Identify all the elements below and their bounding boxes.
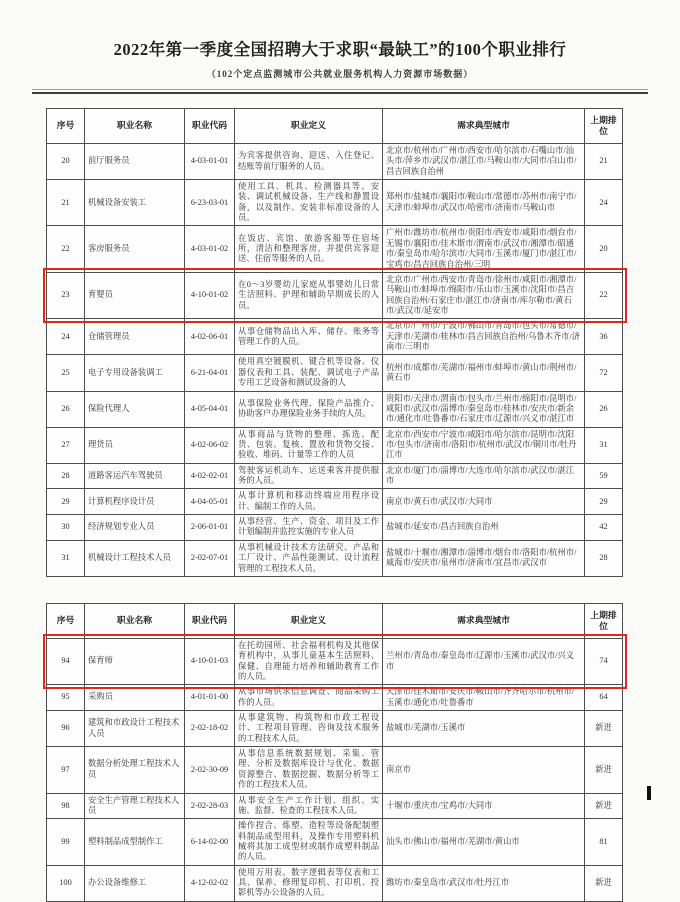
cell-occupation-definition: 使用真空镀膜机、键合机等设备、仪器仪表和工具、装配、调试电子产品专用工艺设备和测试设备的人 [235,355,383,391]
cell-rank-number: 29 [47,489,85,515]
table-row [47,865,623,901]
cell-occupation-code: 4-12-02-02 [185,865,235,901]
cell-demand-cities: 潍坊市/秦皇岛市/武汉市/牡丹江市 [383,865,585,901]
table-row [47,819,623,865]
cell-occupation-name: 机械设备安装工 [85,180,185,226]
cell-previous-rank: 21 [585,143,623,179]
cell-occupation-definition: 在0～3岁婴幼儿家庭从事婴幼儿日常生活照料、护理和辅助早期成长的人员。 [235,272,383,318]
cell-occupation-code: 6-14-02-00 [185,819,235,865]
cell-rank-number: 25 [47,355,85,391]
table-row [47,489,623,515]
table-row [47,427,623,463]
cell-rank-number: 23 [47,272,85,318]
cell-occupation-definition: 从事机械设计技术方法研究、产品和工厂设计、产品性能测试、设计流程管理的工程技术人员。 [235,540,383,576]
cell-occupation-name: 客房服务员 [85,226,185,272]
cell-previous-rank: 59 [585,463,623,489]
cell-previous-rank: 新进 [585,747,623,793]
cell-occupation-name: 塑料制品成型制作工 [85,819,185,865]
table-row [47,711,623,747]
cell-occupation-definition: 驾驶客运机动车、运送乘客并提供服务的人员。 [235,463,383,489]
cell-occupation-name: 仓储管理员 [85,319,185,355]
cell-previous-rank: 74 [585,638,623,684]
table-row [47,685,623,711]
cell-occupation-name: 采购员 [85,685,185,711]
column-header: 职业定义 [235,109,383,144]
cell-rank-number: 22 [47,226,85,272]
ranking-table-top [46,108,623,577]
cell-occupation-definition: 从事市场供求信息调查、商品采购工作的人员。 [235,685,383,711]
column-header: 上期排位 [585,109,623,144]
cell-occupation-name: 前厅服务员 [85,143,185,179]
cell-occupation-name: 育婴员 [85,272,185,318]
cell-occupation-definition: 使用万用表、数字逻辑表等仪表和工具、保养、修理复印机、打印机、投影机等办公设备的人员。 [235,865,383,901]
cell-demand-cities: 兰州市/青岛市/秦皇岛市/辽源市/玉溪市/武汉市/兴义市 [383,638,585,684]
cell-previous-rank: 81 [585,819,623,865]
cell-demand-cities: 盐城市/延安市/昌吉回族自治州 [383,515,585,541]
cell-rank-number: 95 [47,685,85,711]
cell-occupation-name: 建筑和市政设计工程技术人员 [85,711,185,747]
cell-demand-cities: 郑州市/盐城市/襄阳市/鞍山市/常德市/苏州市/南宁市/天津市/蚌埠市/武汉市/哈密市/济南市/马鞍山市 [383,180,585,226]
header-row [47,603,623,638]
cell-occupation-definition: 从事建筑物、构筑物和市政工程设计、工程项目管理、咨询及技术服务的工程技术人员。 [235,711,383,747]
column-header: 职业代码 [185,603,235,638]
cell-rank-number: 97 [47,747,85,793]
cell-previous-rank: 29 [585,489,623,515]
cell-occupation-definition: 操作捏合、炼塑、造粒等设备配制塑料制品成型用料，及操作专用塑料机械将其加工成型材或制作成塑料制品的人员。 [235,819,383,865]
cell-demand-cities: 北京市/广州市/西安市/青岛市/徐州市/咸阳市/湘潭市/马鞍山市/蚌埠市/绵阳市/乐山市/玉溪市/沈阳市/昌吉回族自治州/石家庄市/湛江市/济南市/库尔勒市/黄石市/武汉市/延安市 [383,272,585,318]
cell-demand-cities: 南京市/黄石市/武汉市/大同市 [383,489,585,515]
cell-rank-number: 28 [47,463,85,489]
cell-occupation-name: 经济规划专业人员 [85,515,185,541]
cell-occupation-name: 保险代理人 [85,391,185,427]
cell-demand-cities: 十堰市/重庆市/宝鸡市/大同市 [383,793,585,819]
cell-occupation-code: 4-02-06-01 [185,319,235,355]
column-header: 职业名称 [85,603,185,638]
cell-previous-rank: 36 [585,319,623,355]
cell-occupation-code: 4-10-01-02 [185,272,235,318]
title-divider [32,89,648,94]
cell-occupation-definition: 从事经营、生产、资金、项目及工作计划编制并监控实施的专业人员 [235,515,383,541]
cell-demand-cities: 广州市/潍坊市/杭州市/贵阳市/西安市/咸阳市/烟台市/无锡市/襄阳市/佳木斯市/渭南市/武汉市/湘潭市/昭通市/秦皇岛市/哈尔滨市/大同市/玉溪市/厦门市/湛江市/宝鸡市/昌吉回族自治州/三明 [383,226,585,272]
cell-occupation-code: 4-03-01-02 [185,226,235,272]
cell-occupation-definition: 为宾客提供咨询、迎送、入住登记、结账等前厅服务的人员。 [235,143,383,179]
cell-occupation-code: 4-02-06-02 [185,427,235,463]
cell-previous-rank: 22 [585,272,623,318]
cell-demand-cities: 贵阳市/天津市/渭南市/包头市/兰州市/绵阳市/昆明市/咸阳市/武汉市/淄博市/秦皇岛市/桂林市/安庆市/新余市/通化市/吐鲁番市/石家庄市/辽源市/兴义市/湛江市 [383,391,585,427]
cell-rank-number: 27 [47,427,85,463]
header-row [47,109,623,144]
cursor-mark [647,786,651,800]
cell-occupation-name: 电子专用设备装调工 [85,355,185,391]
column-header: 需求典型城市 [383,603,585,638]
column-header: 职业定义 [235,603,383,638]
cell-rank-number: 24 [47,319,85,355]
cell-occupation-code: 2-02-18-02 [185,711,235,747]
cell-occupation-name: 理货员 [85,427,185,463]
cell-rank-number: 99 [47,819,85,865]
cell-previous-rank: 28 [585,540,623,576]
cell-occupation-definition: 从事仓储物品出入库、储存、账务等管理工作的人员。 [235,319,383,355]
table-row [47,319,623,355]
cell-rank-number: 30 [47,515,85,541]
cell-demand-cities: 北京市/厦门市/淄博市/大连市/哈尔滨市/武汉市/湛江市 [383,463,585,489]
cell-rank-number: 21 [47,180,85,226]
cell-demand-cities: 天津市/佳木斯市/安庆市/鞍山市/齐齐哈尔市/杭州市/玉溪市/通化市/吐鲁番市 [383,685,585,711]
page-subtitle: （102个定点监测城市公共就业服务机构人力资源市场数据） [206,69,474,79]
cell-occupation-code: 2-02-28-03 [185,793,235,819]
cell-rank-number: 96 [47,711,85,747]
table-row [47,515,623,541]
cell-occupation-code: 4-05-04-01 [185,391,235,427]
table-row [47,143,623,179]
cell-occupation-definition: 从事保险业务代理、保险产品推介、协助客户办理保险业务手续的人员。 [235,391,383,427]
cell-demand-cities: 北京市/广州市/宁波市/佛山市/青岛市/包头市/常德市/天津市/芜湖市/桂林市/昌吉回族自治州/乌鲁木齐市/济南市/三明市 [383,319,585,355]
cell-occupation-definition: 使用工具、机具、检测器具等、安装、调试机械设备、生产线和静置设备，以及制作、安装非标准设备的人员。 [235,180,383,226]
cell-rank-number: 20 [47,143,85,179]
cell-occupation-code: 6-23-03-01 [185,180,235,226]
cell-demand-cities: 杭州市/成都市/芜湖市/福州市/蚌埠市/黄山市/荆州市/黄石市 [383,355,585,391]
column-header: 序号 [47,603,85,638]
cell-previous-rank: 24 [585,180,623,226]
table-row [47,391,623,427]
column-header: 职业代码 [185,109,235,144]
cell-occupation-name: 办公设备维修工 [85,865,185,901]
cell-occupation-definition: 从事信息系统数据规划、采集、管理、分析及数据库设计与优化、数据资源整合、数据挖掘、数据分析等工作的工程技术人员。 [235,747,383,793]
cell-previous-rank: 31 [585,427,623,463]
cell-demand-cities: 北京市/西安市/宁波市/咸阳市/哈尔滨市/昆明市/沈阳市/包头市/济南市/洛阳市/杭州市/武汉市/铜川市/牡丹江市 [383,427,585,463]
cell-demand-cities: 汕头市/佛山市/福州市/芜湖市/黄山市 [383,819,585,865]
cell-occupation-code: 2-02-07-01 [185,540,235,576]
cell-occupation-definition: 从事商品与货物的整理、拣选、配货、包装、复核、置放和货物交接、验收、堆码、计量等工作的人员 [235,427,383,463]
cell-occupation-name: 计算机程序设计员 [85,489,185,515]
cell-occupation-name: 安全生产管理工程技术人员 [85,793,185,819]
cell-occupation-definition: 在饭店、宾馆、旅游客船等住宿场所，清洁和整理客房，并提供宾客迎送、住宿等服务的人员。 [235,226,383,272]
table-row [47,747,623,793]
cell-occupation-code: 4-01-01-00 [185,685,235,711]
cell-occupation-code: 2-02-30-09 [185,747,235,793]
cell-occupation-name: 道路客运汽车驾驶员 [85,463,185,489]
cell-occupation-definition: 在托幼园所、社会福利机构及其他保育机构中，从事儿童基本生活照料、保健、自理能力培养和辅助教育工作的人员。 [235,638,383,684]
cell-demand-cities: 盐城市/芜湖市/玉溪市 [383,711,585,747]
cell-previous-rank: 新进 [585,865,623,901]
cell-previous-rank: 64 [585,685,623,711]
cell-occupation-code: 6-21-04-01 [185,355,235,391]
table-row [47,272,623,318]
column-header: 需求典型城市 [383,109,585,144]
cell-previous-rank: 26 [585,391,623,427]
table-row [47,638,623,684]
cell-occupation-name: 保育师 [85,638,185,684]
column-header: 上期排位 [585,603,623,638]
table-row [47,463,623,489]
cell-occupation-code: 4-04-05-01 [185,489,235,515]
cell-occupation-code: 4-02-02-01 [185,463,235,489]
table-row [47,226,623,272]
cell-occupation-definition: 从事计算机和移动终端应用程序设计、编制工作的人员。 [235,489,383,515]
cell-occupation-name: 数据分析处理工程技术人员 [85,747,185,793]
ranking-table-bottom [46,603,623,902]
page-title: 2022年第一季度全国招聘大于求职“最缺工”的100个职业排行 [113,40,567,59]
cell-previous-rank: 20 [585,226,623,272]
cell-demand-cities: 南京市 [383,747,585,793]
table-row [47,540,623,576]
cell-occupation-definition: 从事安全生产工作计划、组织、实施、监督、检查的工程技术人员。 [235,793,383,819]
table-row [47,793,623,819]
cell-occupation-code: 4-10-01-03 [185,638,235,684]
cell-occupation-code: 2-06-01-01 [185,515,235,541]
cell-occupation-code: 4-03-01-01 [185,143,235,179]
cell-rank-number: 31 [47,540,85,576]
cell-previous-rank: 新进 [585,711,623,747]
cell-occupation-name: 机械设计工程技术人员 [85,540,185,576]
cell-previous-rank: 新进 [585,793,623,819]
cell-demand-cities: 盐城市/十堰市/湘潭市/淄博市/烟台市/洛阳市/杭州市/威海市/安庆市/泉州市/济南市/宜昌市/武汉市 [383,540,585,576]
cell-rank-number: 100 [47,865,85,901]
cell-rank-number: 94 [47,638,85,684]
cell-demand-cities: 北京市/杭州市/广州市/西安市/哈尔滨市/石嘴山市/汕头市/萍乡市/武汉市/湛江市/马鞍山市/大同市/白山市/昌吉回族自治州 [383,143,585,179]
column-header: 职业名称 [85,109,185,144]
cell-previous-rank: 42 [585,515,623,541]
column-header: 序号 [47,109,85,144]
cell-rank-number: 26 [47,391,85,427]
table-row [47,355,623,391]
cell-rank-number: 98 [47,793,85,819]
table-row [47,180,623,226]
cell-previous-rank: 72 [585,355,623,391]
